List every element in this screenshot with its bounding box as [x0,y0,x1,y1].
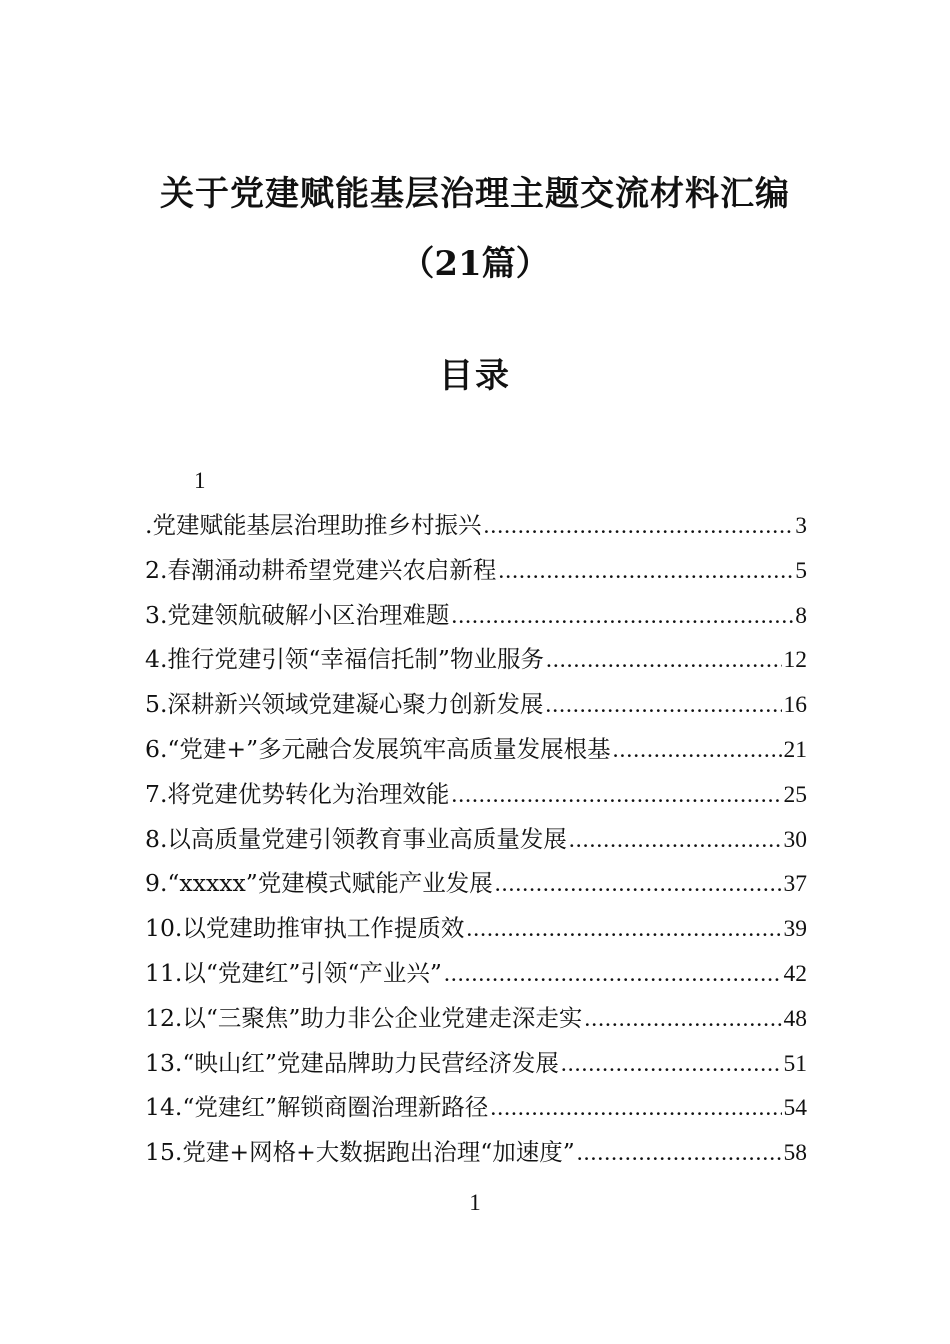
toc-entry-label: 8.以高质量党建引领教育事业高质量发展 [145,824,567,853]
toc-entry-page: 54 [783,1095,807,1122]
toc-leader-dots [561,1042,782,1086]
toc-entry[interactable] [145,593,807,638]
toc-entry-label: 9.“xxxxx”党建模式赋能产业发展 [145,869,493,898]
toc-entry[interactable] [145,906,807,951]
toc-leader-dots [498,549,793,593]
toc-entry[interactable] [145,996,807,1041]
toc-entry-label: 14.“党建红”解锁商圈治理新路径 [145,1093,489,1122]
stray-number: 1 [194,468,206,493]
toc-entry-page: 37 [783,871,807,898]
toc-entry-page: 48 [783,1005,807,1032]
toc-entry-page: 8 [795,602,807,629]
toc-leader-dots [545,683,781,727]
toc-leader-dots [546,638,782,682]
document-title: 关于党建赋能基层治理主题交流材料汇编 [160,174,790,214]
toc-entry-page: 58 [783,1140,807,1167]
toc-leader-dots [451,594,793,638]
toc-entry[interactable] [145,817,807,862]
toc-entry-label: 7.将党建优势转化为治理效能 [145,779,450,808]
toc-entry[interactable] [145,727,807,772]
toc-entry[interactable] [145,682,807,727]
toc-entry-label: 2.春潮涌动耕希望党建兴农启新程 [145,555,497,584]
toc-entry[interactable] [145,951,807,996]
toc-leader-dots [490,1086,781,1130]
toc-leader-dots [577,1131,782,1175]
toc-entry-page: 42 [783,960,807,987]
toc-entry-page: 12 [783,647,807,674]
toc-entry-page: 21 [783,736,807,763]
toc-entry[interactable] [145,772,807,817]
toc-leader-dots [444,952,782,996]
toc-entry[interactable] [145,1085,807,1130]
toc-entry[interactable] [145,503,807,548]
toc-entry-label: 5.深耕新兴领域党建凝心聚力创新发展 [145,690,544,719]
toc-leader-dots [483,504,793,548]
toc-entry-label: 13.“映山红”党建品牌助力民营经济发展 [145,1048,559,1077]
toc-entry-page: 51 [783,1050,807,1077]
toc-leader-dots [584,997,781,1041]
page-number: 1 [469,1190,481,1215]
toc-entry[interactable] [145,861,807,906]
toc-entry[interactable] [145,1130,807,1175]
toc-entry-page: 5 [795,557,807,584]
toc-entry[interactable] [145,548,807,593]
toc-leader-dots [613,728,782,772]
toc-entry[interactable] [145,637,807,682]
toc-leader-dots [451,773,781,817]
toc-entry-label: 6.“党建+”多元融合发展筑牢高质量发展根基 [145,734,611,763]
toc-entry-page: 3 [795,513,807,539]
toc-entry-label: 3.党建领航破解小区治理难题 [145,600,450,629]
toc-entry-label: 4.推行党建引领“幸福信托制”物业服务 [145,645,544,674]
toc-entry-page: 30 [783,826,807,853]
toc-leader-dots [466,907,781,951]
toc-leader-dots [495,862,782,906]
toc-leader-dots [569,818,782,862]
toc-entry-label: 11.以“党建红”引领“产业兴” [145,958,442,987]
toc-entry-label: 12.以“三聚焦”助力非公企业党建走深走实 [145,1003,583,1032]
toc-entry-label: 10.以党建助推审执工作提质效 [145,914,465,943]
toc-entry[interactable] [145,1041,807,1086]
document-subtitle: （21篇） [400,244,550,284]
toc-entry-label: .党建赋能基层治理助推乡村振兴 [145,511,482,539]
table-of-contents [145,503,807,1175]
toc-entry-page: 39 [783,916,807,943]
toc-entry-page: 16 [783,692,807,719]
toc-entry-label: 15.党建+网格+大数据跑出治理“加速度” [145,1138,575,1167]
toc-entry-page: 25 [783,781,807,808]
toc-heading: 目录 [439,356,511,396]
